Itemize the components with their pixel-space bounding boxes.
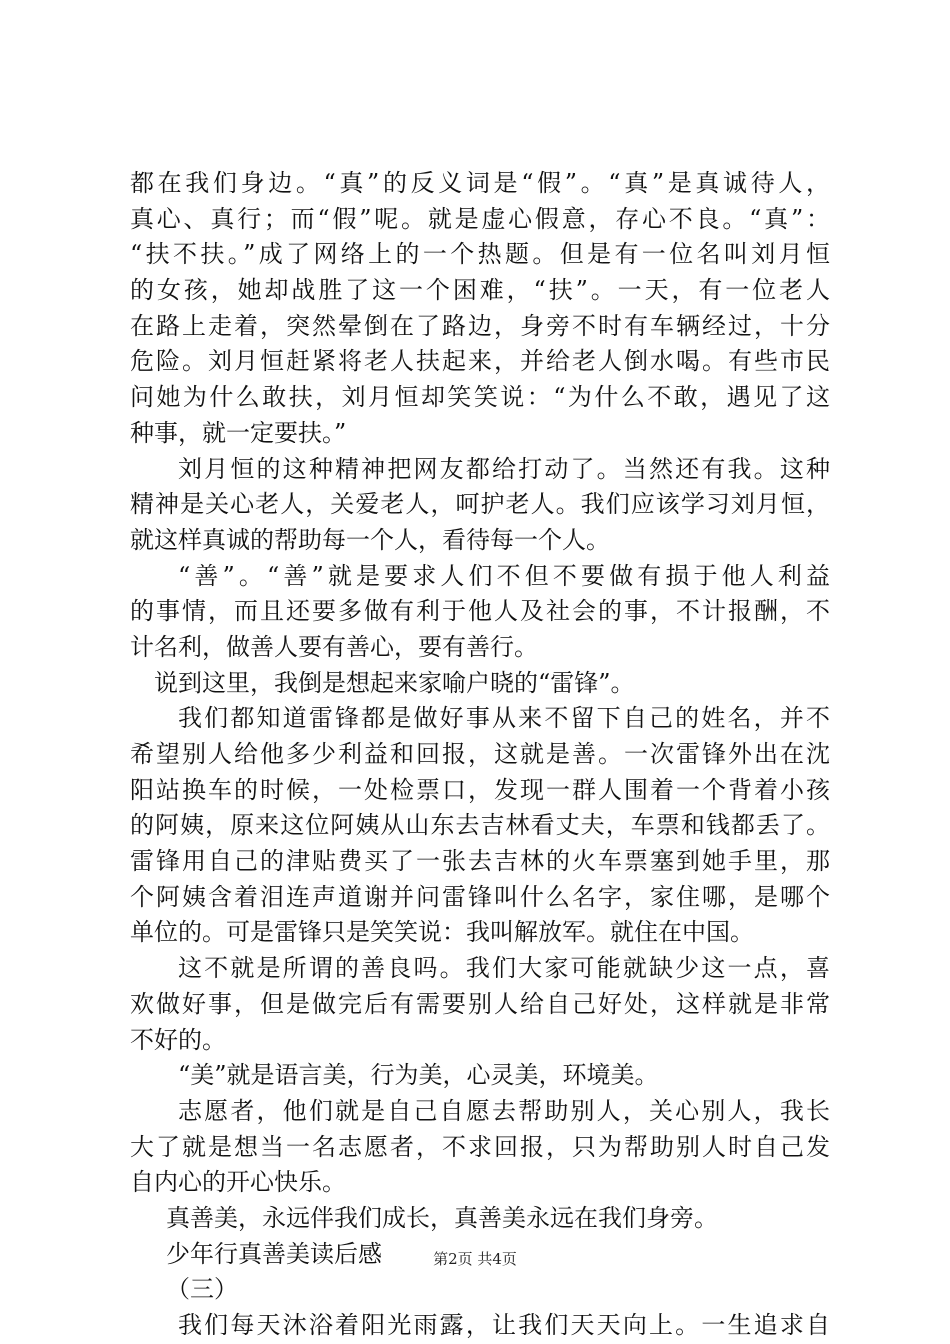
text-line: 单位的。可是雷锋只是笑笑说：我叫解放军。就住在中国。 <box>130 918 754 947</box>
text-line: 我们都知道雷锋都是做好事从来不留下自己的姓名，并不 <box>178 704 830 733</box>
text-line: 欢做好事，但是做完后有需要别人给自己好处，这样就是非常 <box>130 989 830 1018</box>
text-line: 志愿者，他们就是自己自愿去帮助别人，关心别人，我长 <box>178 1096 830 1125</box>
text-line: 都在我们身边。“真”的反义词是“假”。“真”是真诚待人， <box>130 169 830 197</box>
text-line: 真善美，永远伴我们成长，真善美永远在我们身旁。 <box>166 1203 718 1232</box>
text-line: 精神是关心老人，关爱老人，呵护老人。我们应该学习刘月恒， <box>130 490 830 519</box>
body-text <box>130 166 830 1344</box>
text-line: 阳站换车的时候，一处检票口，发现一群人围着一个背着小孩 <box>130 775 830 804</box>
text-line: 危险。刘月恒赶紧将老人扶起来，并给老人倒水喝。有些市民 <box>130 347 830 376</box>
text-line: 问她为什么敢扶，刘月恒却笑笑说：“为什么不敢，遇见了这 <box>130 383 830 412</box>
text-line: 个阿姨含着泪连声道谢并问雷锋叫什么名字，家住哪，是哪个 <box>130 882 830 911</box>
text-line: 的女孩，她却战胜了这一个困难，“扶”。一天，有一位老人 <box>130 276 830 305</box>
text-line: 计名利，做善人要有善心，要有善行。 <box>130 632 538 661</box>
text-line: （三） <box>166 1275 238 1304</box>
text-line: 在路上走着，突然晕倒在了路边，身旁不时有车辆经过，十分 <box>130 311 830 340</box>
text-line: 的事情，而且还要多做有利于他人及社会的事，不计报酬，不 <box>130 597 830 626</box>
text-line: 少年行真善美读后感 <box>166 1239 382 1268</box>
text-line: 就这样真诚的帮助每一个人，看待每一个人。 <box>130 525 610 554</box>
text-line: 刘月恒的这种精神把网友都给打动了。当然还有我。这种 <box>178 454 830 483</box>
text-line: 我们每天沐浴着阳光雨露，让我们天天向上。一生追求自 <box>178 1311 830 1339</box>
page-footer: 第2页 共4页 <box>433 1250 517 1268</box>
text-line: 的阿姨，原来这位阿姨从山东去吉林看丈夫，车票和钱都丢了。 <box>130 811 830 840</box>
text-line: 真心、真行；而“假”呢。就是虚心假意，存心不良。“真”： <box>130 204 830 233</box>
text-line: “善”。“善”就是要求人们不但不要做有损于他人利益 <box>178 561 830 590</box>
text-line: 种事，就一定要扶。” <box>130 418 347 447</box>
text-line: 希望别人给他多少利益和回报，这就是善。一次雷锋外出在沈 <box>130 740 830 768</box>
text-line: “美”就是语言美，行为美，心灵美，环境美。 <box>178 1061 659 1090</box>
text-line: 自内心的开心快乐。 <box>130 1168 346 1197</box>
text-line: 不好的。 <box>130 1025 226 1054</box>
text-line: 这不就是所谓的善良吗。我们大家可能就缺少这一点，喜 <box>178 954 830 983</box>
text-line: 大了就是想当一名志愿者，不求回报，只为帮助别人时自己发 <box>130 1132 830 1161</box>
text-line: 雷锋用自己的津贴费买了一张去吉林的火车票塞到她手里，那 <box>130 847 830 876</box>
text-line: “扶不扶。”成了网络上的一个热题。但是有一位名叫刘月恒 <box>130 240 830 269</box>
text-line: 说到这里，我倒是想起来家喻户晓的“雷锋”。 <box>154 668 635 697</box>
